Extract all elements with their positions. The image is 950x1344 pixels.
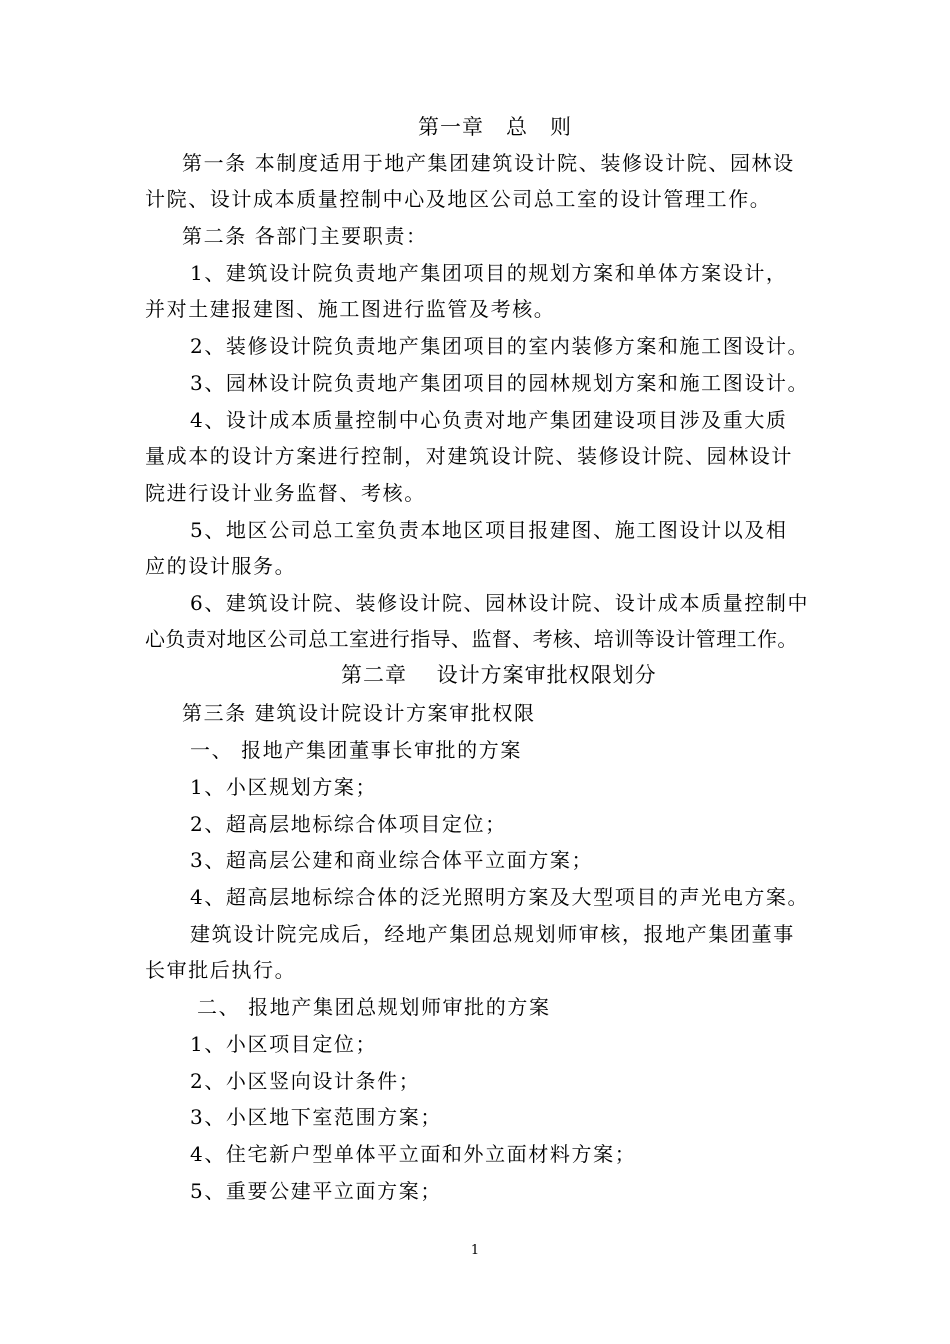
chapter-2-title: 第二章 设计方案审批权限划分 xyxy=(341,663,657,687)
duty-6-line-1: 6、建筑设计院、装修设计院、园林设计院、设计成本质量控制中 xyxy=(190,591,810,615)
section-1-item: 3、超高层公建和商业综合体平立面方案； xyxy=(190,848,594,872)
section-1-item: 2、超高层地标综合体项目定位； xyxy=(190,812,507,836)
section-2-item: 1、小区项目定位； xyxy=(190,1032,378,1056)
chapter-1-title: 第一章 总 则 xyxy=(418,115,572,139)
article-2-heading: 第二条 各部门主要职责： xyxy=(182,224,428,248)
duty-2: 2、装修设计院负责地产集团项目的室内装修方案和施工图设计。 xyxy=(190,334,810,358)
section-1-note-line-2: 长审批后执行。 xyxy=(145,958,297,982)
article-1-line-2: 计院、设计成本质量控制中心及地区公司总工室的设计管理工作。 xyxy=(145,187,772,211)
article-3-heading: 第三条 建筑设计院设计方案审批权限 xyxy=(182,701,536,725)
section-2-item: 3、小区地下室范围方案； xyxy=(190,1105,442,1129)
duty-3: 3、园林设计院负责地产集团项目的园林规划方案和施工图设计。 xyxy=(190,371,810,395)
duty-5-line-1: 5、地区公司总工室负责本地区项目报建图、施工图设计以及相 xyxy=(190,518,788,542)
section-2-item: 5、重要公建平立面方案； xyxy=(190,1179,442,1203)
page-number: 1 xyxy=(470,1243,480,1258)
duty-4-line-1: 4、设计成本质量控制中心负责对地产集团建设项目涉及重大质 xyxy=(190,408,788,432)
duty-5-line-2: 应的设计服务。 xyxy=(145,554,297,578)
section-1-heading: 一、 报地产集团董事长审批的方案 xyxy=(190,738,522,762)
article-1-line-1: 第一条 本制度适用于地产集团建筑设计院、装修设计院、园林设 xyxy=(182,151,795,175)
duty-1-line-2: 并对土建报建图、施工图进行监管及考核。 xyxy=(145,297,556,321)
section-2-item: 2、小区竖向设计条件； xyxy=(190,1069,421,1093)
section-1-note-line-1: 建筑设计院完成后，经地产集团总规划师审核，报地产集团董事 xyxy=(190,922,795,946)
duty-4-line-3: 院进行设计业务监督、考核。 xyxy=(145,481,426,505)
duty-1-line-1: 1、建筑设计院负责地产集团项目的规划方案和单体方案设计， xyxy=(190,261,788,285)
duty-4-line-2: 量成本的设计方案进行控制，对建筑设计院、装修设计院、园林设计 xyxy=(145,444,793,468)
section-1-item: 4、超高层地标综合体的泛光照明方案及大型项目的声光电方案。 xyxy=(190,885,810,909)
duty-6-line-2: 心负责对地区公司总工室进行指导、监督、考核、培训等设计管理工作。 xyxy=(145,627,798,651)
section-2-heading: 二、 报地产集团总规划师审批的方案 xyxy=(197,995,551,1019)
section-2-item: 4、住宅新户型单体平立面和外立面材料方案； xyxy=(190,1142,637,1166)
section-1-item: 1、小区规划方案； xyxy=(190,775,378,799)
